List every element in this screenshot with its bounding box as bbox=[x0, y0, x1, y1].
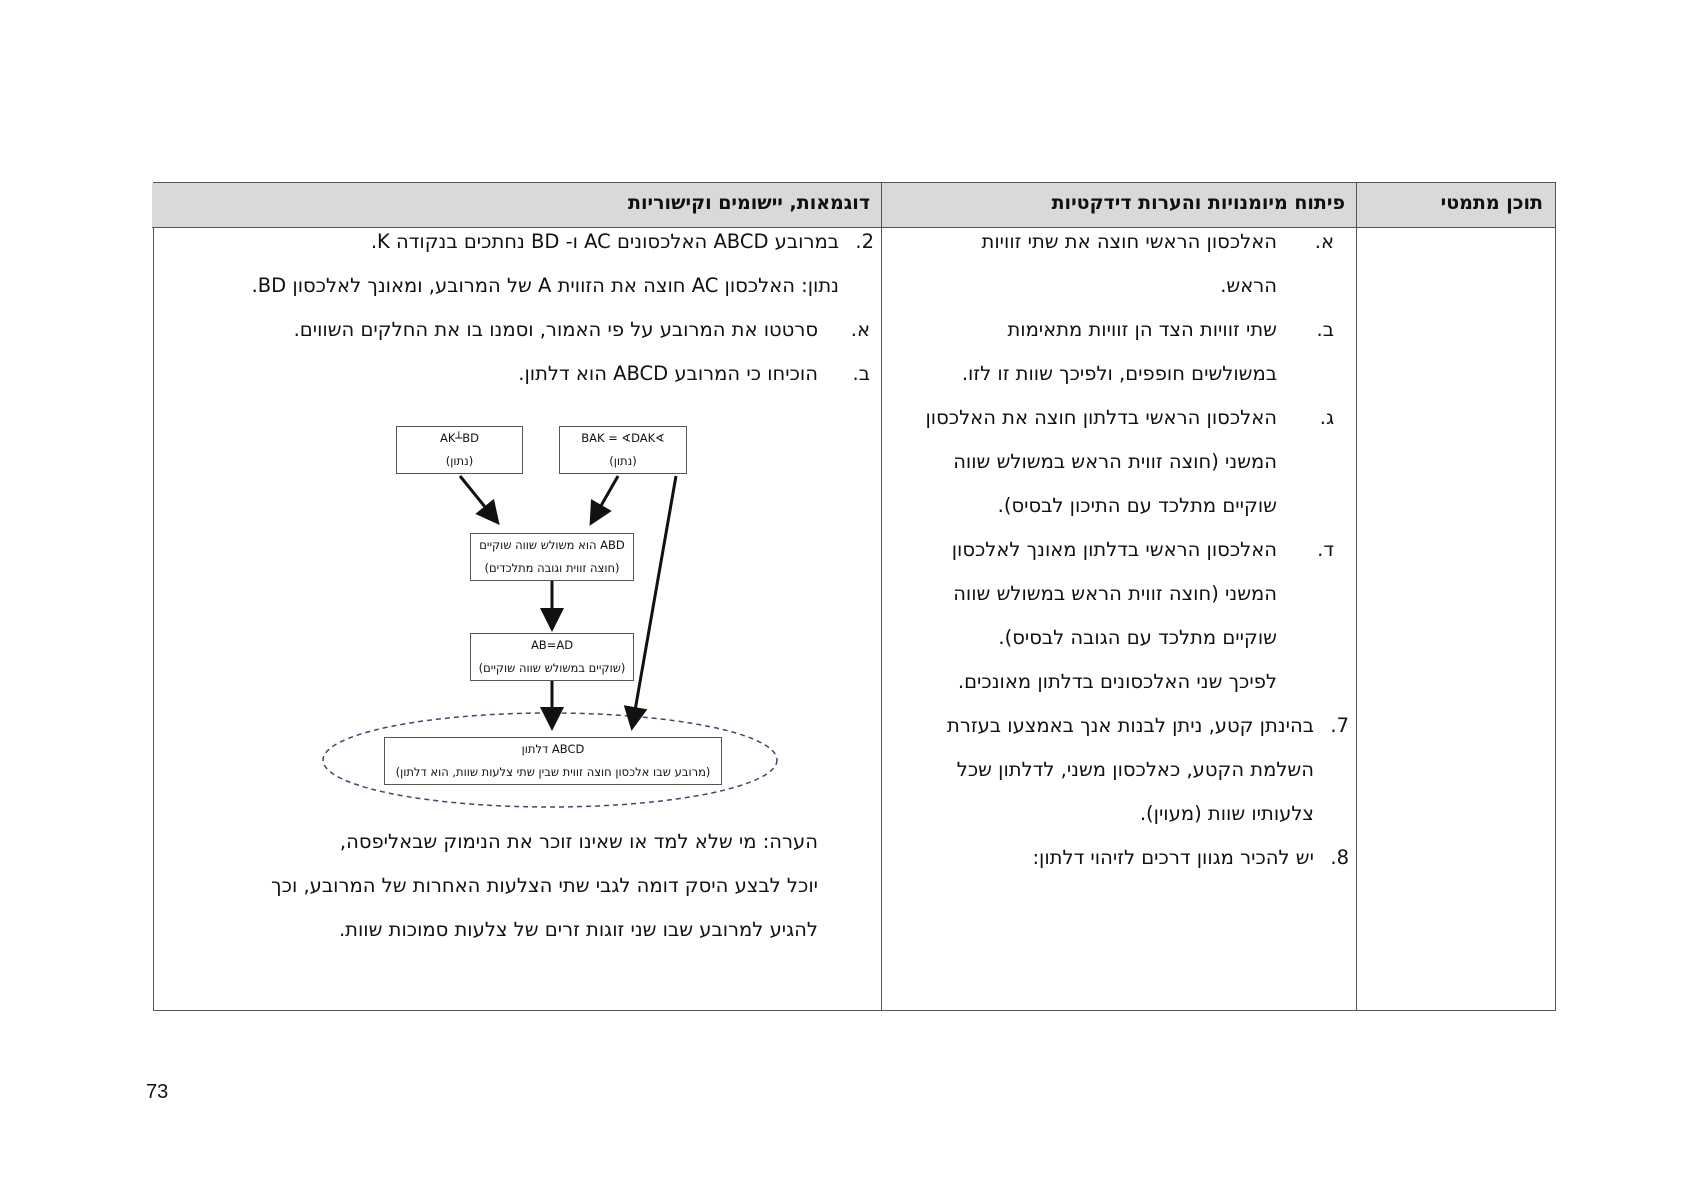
box-line: (נתון) bbox=[445, 454, 474, 468]
kite-conclusion-box bbox=[384, 737, 722, 785]
column-divider bbox=[881, 183, 882, 1010]
list-item-line: המשני (חוצה זווית הראש במשולש שווה bbox=[953, 582, 1277, 605]
isosceles-triangle-box bbox=[470, 533, 634, 581]
list-marker: ב. bbox=[1316, 318, 1334, 341]
list-item-line: שוקיים מתלכד עם הגובה לבסיס). bbox=[998, 626, 1277, 649]
sub-item-marker: ב. bbox=[852, 362, 870, 385]
list-item-line: בהינתן קטע, ניתן לבנות אנך באמצעו בעזרת bbox=[947, 714, 1314, 737]
header-col3-label: דוגמאות, יישומים וקישוריות bbox=[628, 192, 870, 214]
list-item-line: לפיכך שני האלכסונים בדלתון מאונכים. bbox=[957, 670, 1277, 693]
list-marker: ג. bbox=[1319, 406, 1334, 429]
exercise-line: נתון: האלכסון AC חוצה את הזווית A של המרובע, ומאונך לאלכסון BD. bbox=[251, 274, 839, 297]
sub-item-text: הוכיחו כי המרובע ABCD הוא דלתון. bbox=[518, 362, 818, 385]
list-item-line: האלכסון הראשי בדלתון חוצה את האלכסון bbox=[925, 406, 1277, 429]
exercise-line: במרובע ABCD האלכסונים AC ו- BD נחתכים בנקודה K. bbox=[370, 230, 839, 253]
list-item-line: האלכסון הראשי בדלתון מאונך לאלכסון bbox=[951, 538, 1277, 561]
header-col3 bbox=[152, 183, 882, 228]
list-item-line: במשולשים חופפים, ולפיכך שוות זו לזו. bbox=[961, 362, 1277, 385]
list-item-line: השלמת הקטע, כאלכסון משני, לדלתון שכל bbox=[956, 758, 1314, 781]
list-item-line: צלעותיו שוות (מעוין). bbox=[1139, 802, 1314, 825]
equal-sides-box bbox=[470, 633, 634, 681]
box-line: AK┴BD bbox=[439, 431, 480, 445]
header-col2 bbox=[882, 183, 1357, 228]
box-line: (שוקיים במשולש שווה שוקיים) bbox=[478, 661, 626, 675]
list-marker: ד. bbox=[1317, 538, 1334, 561]
header-col1-label: תוכן מתמטי bbox=[1440, 192, 1543, 214]
page-number: 73 bbox=[146, 1081, 169, 1103]
list-item-line: יש להכיר מגוון דרכים לזיהוי דלתון: bbox=[1032, 846, 1314, 869]
sub-item-text: סרטטו את המרובע על פי האמור, וסמנו בו את החלקים השווים. bbox=[293, 318, 818, 341]
list-item-line: שוקיים מתלכד עם התיכון לבסיס). bbox=[997, 494, 1277, 517]
note-line: להגיע למרובע שבו שני זוגות זרים של צלעות סמוכות שוות. bbox=[338, 918, 818, 941]
exercise-number: 2. bbox=[855, 230, 874, 253]
box-line: ABCD דלתון bbox=[521, 742, 585, 756]
given-angle-box bbox=[559, 426, 687, 474]
list-marker: א. bbox=[1314, 230, 1334, 253]
header-col1 bbox=[1357, 183, 1555, 228]
content-table bbox=[153, 182, 1556, 1011]
box-line: ∢BAK = ∢DAK bbox=[581, 431, 665, 445]
list-item-line: האלכסון הראשי חוצה את שתי זוויות bbox=[981, 230, 1277, 253]
sub-item-marker: א. bbox=[850, 318, 870, 341]
list-marker: 7. bbox=[1330, 714, 1349, 737]
box-line: AB=AD bbox=[530, 638, 574, 652]
given-perpendicular-box bbox=[396, 426, 523, 474]
box-line: (מרובע שבו אלכסון חוצה זווית שבין שתי צלעות שוות, הוא דלתון) bbox=[395, 765, 711, 779]
box-line: (נתון) bbox=[609, 454, 637, 468]
column-divider bbox=[1356, 183, 1357, 1010]
box-line: (חוצה זווית וגובה מתלכדים) bbox=[484, 561, 620, 575]
list-marker: 8. bbox=[1330, 846, 1349, 869]
list-item-line: שתי זוויות הצד הן זוויות מתאימות bbox=[1007, 318, 1277, 341]
box-line: ABD הוא משולש שווה שוקיים bbox=[479, 538, 625, 552]
header-col2-label: פיתוח מיומנויות והערות דידקטיות bbox=[1051, 192, 1345, 214]
note-line: יוכל לבצע היסק דומה לגבי שתי הצלעות האחרות של המרובע, וכך bbox=[271, 874, 818, 897]
list-item-line: המשני (חוצה זווית הראש במשולש שווה bbox=[953, 450, 1277, 473]
note-line: הערה: מי שלא למד או שאינו זוכר את הנימוק שבאליפסה, bbox=[339, 830, 818, 853]
list-item-line: הראש. bbox=[1220, 274, 1277, 297]
